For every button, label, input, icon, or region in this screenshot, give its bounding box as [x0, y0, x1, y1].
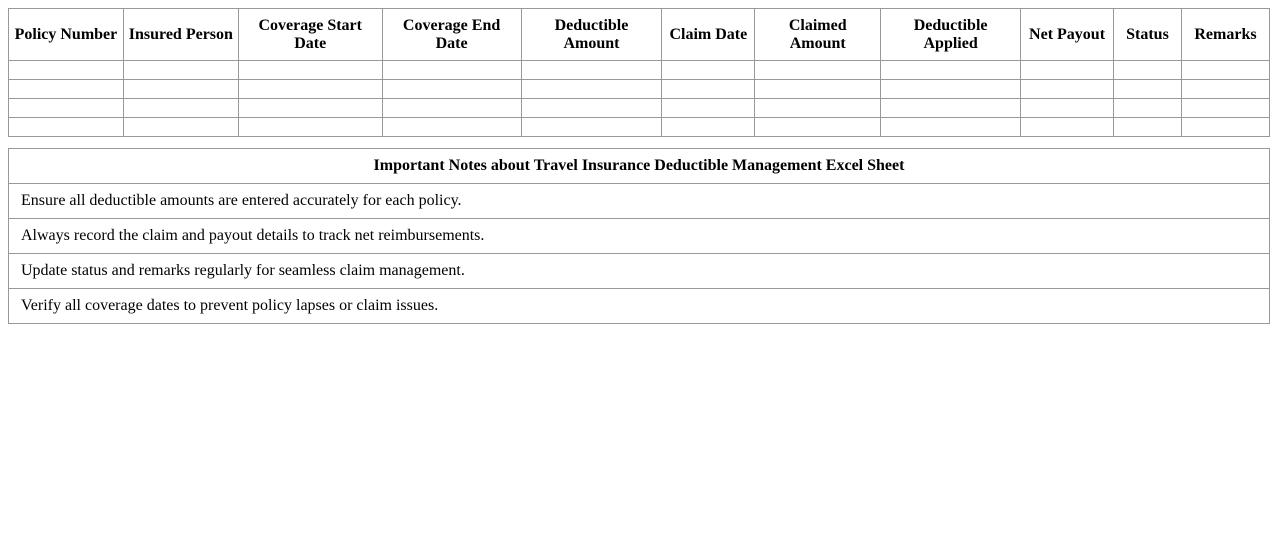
- table-cell[interactable]: [662, 80, 755, 99]
- header-row: [9, 9, 1270, 61]
- table-cell[interactable]: [521, 118, 662, 137]
- table-cell[interactable]: [1181, 99, 1269, 118]
- table-cell[interactable]: [662, 99, 755, 118]
- deductible-table: [8, 8, 1270, 137]
- table-cell[interactable]: [881, 61, 1021, 80]
- table-cell[interactable]: [881, 118, 1021, 137]
- table-cell[interactable]: [382, 118, 521, 137]
- table-cell[interactable]: [521, 99, 662, 118]
- table-cell[interactable]: [755, 61, 881, 80]
- table-cell[interactable]: [9, 80, 124, 99]
- table-row: [9, 99, 1270, 118]
- table-cell[interactable]: [1021, 80, 1114, 99]
- table-cell[interactable]: [1021, 118, 1114, 137]
- table-cell[interactable]: [1181, 61, 1269, 80]
- header-claim-date: Claim Date: [662, 9, 755, 61]
- table-cell[interactable]: [238, 61, 382, 80]
- table-cell[interactable]: [9, 99, 124, 118]
- table-cell[interactable]: [382, 61, 521, 80]
- table-cell[interactable]: [238, 80, 382, 99]
- note-item: Verify all coverage dates to prevent policy lapses or claim issues.: [9, 289, 1270, 324]
- table-cell[interactable]: [123, 118, 238, 137]
- header-coverage-start: Coverage Start Date: [238, 9, 382, 61]
- table-cell[interactable]: [521, 61, 662, 80]
- header-deductible-applied: Deductible Applied: [881, 9, 1021, 61]
- table-cell[interactable]: [123, 80, 238, 99]
- note-item: Always record the claim and payout details to track net reimbursements.: [9, 219, 1270, 254]
- table-row: [9, 80, 1270, 99]
- header-deductible-amount: Deductible Amount: [521, 9, 662, 61]
- table-cell[interactable]: [1113, 80, 1181, 99]
- table-cell[interactable]: [382, 80, 521, 99]
- table-cell[interactable]: [1181, 118, 1269, 137]
- table-cell[interactable]: [521, 80, 662, 99]
- header-remarks: Remarks: [1181, 9, 1269, 61]
- header-status: Status: [1113, 9, 1181, 61]
- table-cell[interactable]: [9, 61, 124, 80]
- table-cell[interactable]: [1021, 61, 1114, 80]
- table-cell[interactable]: [755, 118, 881, 137]
- table-row: [9, 61, 1270, 80]
- header-insured-person: Insured Person: [123, 9, 238, 61]
- header-coverage-end: Coverage End Date: [382, 9, 521, 61]
- table-cell[interactable]: [1181, 80, 1269, 99]
- table-cell[interactable]: [881, 80, 1021, 99]
- table-cell[interactable]: [1021, 99, 1114, 118]
- table-cell[interactable]: [662, 118, 755, 137]
- note-item: Ensure all deductible amounts are entered accurately for each policy.: [9, 184, 1270, 219]
- table-cell[interactable]: [755, 80, 881, 99]
- table-cell[interactable]: [238, 118, 382, 137]
- table-cell[interactable]: [238, 99, 382, 118]
- notes-title: Important Notes about Travel Insurance Deductible Management Excel Sheet: [9, 149, 1270, 184]
- header-net-payout: Net Payout: [1021, 9, 1114, 61]
- table-cell[interactable]: [9, 118, 124, 137]
- table-cell[interactable]: [382, 99, 521, 118]
- table-cell[interactable]: [1113, 118, 1181, 137]
- header-claimed-amount: Claimed Amount: [755, 9, 881, 61]
- notes-table: [8, 148, 1270, 324]
- table-cell[interactable]: [662, 61, 755, 80]
- note-item: Update status and remarks regularly for seamless claim management.: [9, 254, 1270, 289]
- header-policy-number: Policy Number: [9, 9, 124, 61]
- table-cell[interactable]: [123, 99, 238, 118]
- table-row: [9, 118, 1270, 137]
- table-cell[interactable]: [881, 99, 1021, 118]
- table-cell[interactable]: [1113, 99, 1181, 118]
- table-cell[interactable]: [755, 99, 881, 118]
- table-cell[interactable]: [1113, 61, 1181, 80]
- table-cell[interactable]: [123, 61, 238, 80]
